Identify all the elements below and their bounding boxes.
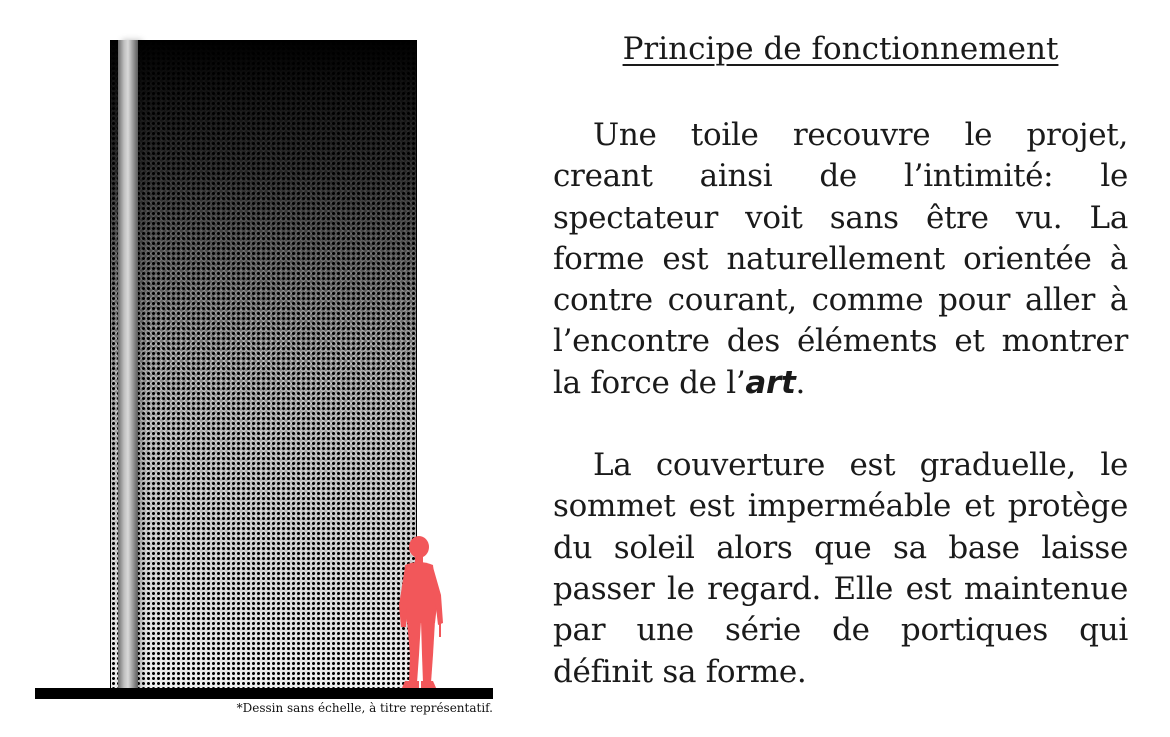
drawing-note: *Dessin sans échelle, à titre représentatif. — [236, 701, 493, 715]
ground-line — [35, 688, 493, 699]
support-pole — [118, 40, 138, 690]
paragraph-1-text: Une toile recouvre le projet, creant ainsi de l’intimité: le spectateur voit sans être vu. La forme est naturellement orientée à contre courant, comme pour aller à l’encontre des éléments et montrer la force de l’ — [553, 117, 1128, 401]
paragraph-gradual-cover: La couverture est graduelle, le sommet est imperméable et protège du soleil alors que sa base laisse passer le regard. Elle est maintenue par une série de portiques qui définit sa forme. — [553, 447, 1128, 690]
page-title: Principe de fonctionnement — [622, 31, 1059, 67]
human-scale-silhouette-icon — [397, 535, 451, 690]
paragraph-canvas-intimacy — [553, 115, 1128, 404]
paragraph-1-emphasis: art — [745, 364, 796, 401]
description-column — [553, 25, 1128, 693]
elevation-drawing — [0, 0, 520, 737]
paragraph-1-end: . — [795, 364, 806, 401]
mesh-canopy-panel — [110, 40, 417, 690]
